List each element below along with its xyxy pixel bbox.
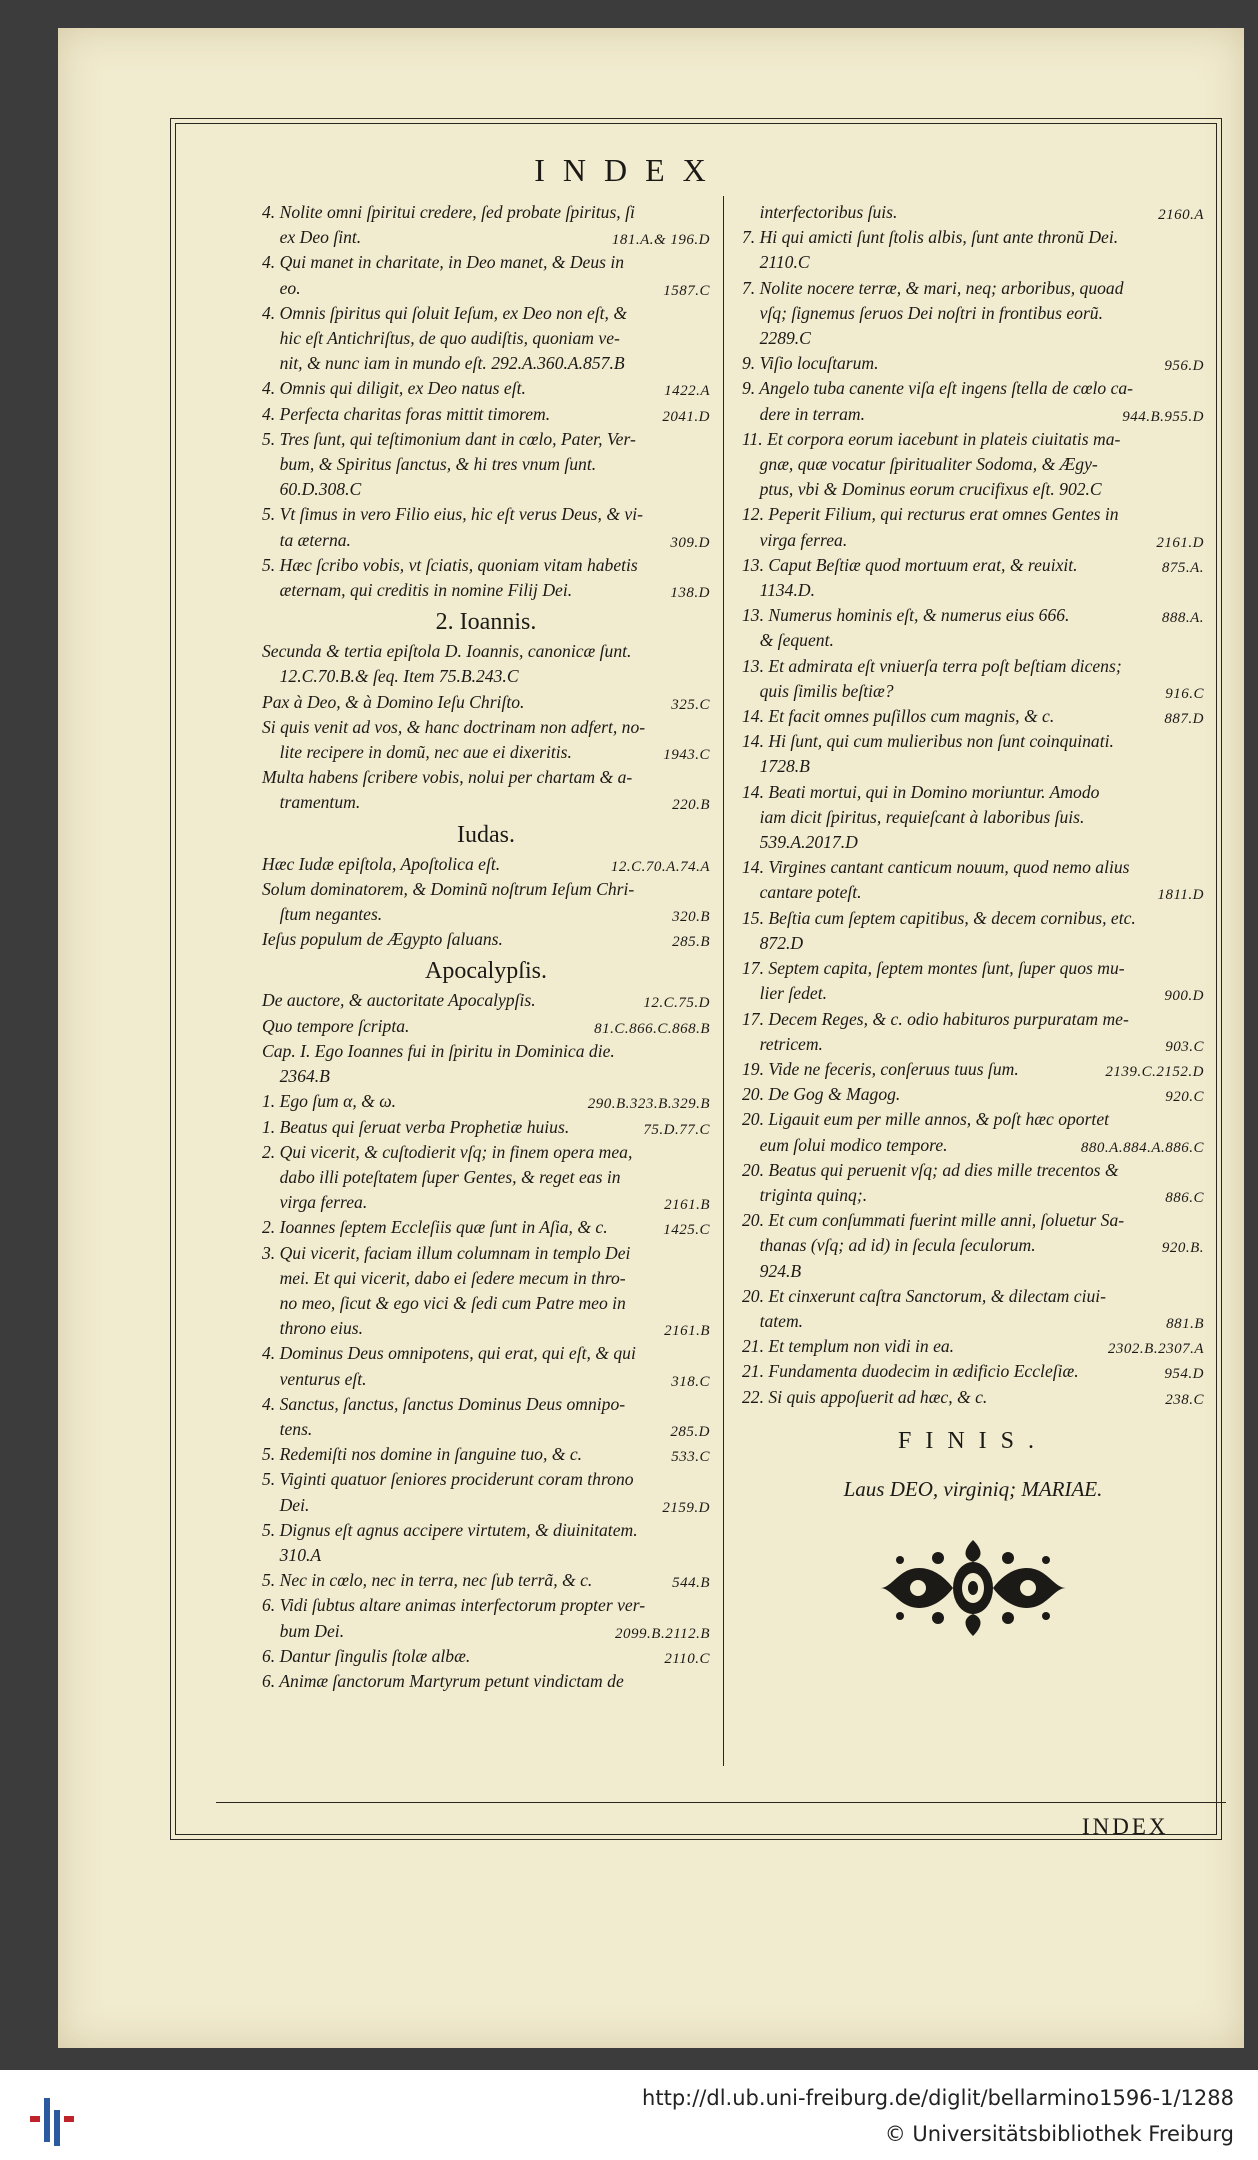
page-reference: 238.C bbox=[1165, 1391, 1204, 1408]
entry-text: 1728.B bbox=[742, 756, 810, 777]
page-reference: 944.B.955.D bbox=[1122, 408, 1204, 425]
entry-text: 15. Beſtia cum ſeptem capitibus, & decem cornibus, etc. bbox=[742, 907, 1136, 928]
page-reference: 1587.C bbox=[663, 282, 710, 299]
entry-text: 11. Et corpora eorum iacebunt in plateis ciuitatis ma- bbox=[742, 428, 1121, 449]
entry-text: 2110.C bbox=[742, 252, 810, 273]
entry-text: 13. Caput Beſtiæ quod mortuum erat, & reuixit. bbox=[742, 554, 1078, 575]
entry-text: tens. bbox=[262, 1418, 313, 1439]
page-reference: 2041.D bbox=[662, 408, 710, 425]
entry-text: 20. Ligauit eum per mille annos, & poſt hæc oportet bbox=[742, 1109, 1110, 1130]
entry-text: 539.A.2017.D bbox=[742, 832, 858, 853]
index-entry-line bbox=[262, 427, 710, 452]
entry-text: 12. Peperit Filium, qui recturus erat omnes Gentes in bbox=[742, 504, 1119, 525]
index-entry-line bbox=[262, 664, 710, 689]
entry-text: 9. Angelo tuba canente viſa eſt ingens ſtella de cœlo ca- bbox=[742, 378, 1134, 399]
page-reference: 886.C bbox=[1165, 1189, 1204, 1206]
entry-text: eo. bbox=[262, 277, 301, 298]
index-entry-line bbox=[262, 1669, 710, 1694]
index-entry-line bbox=[262, 1619, 710, 1644]
index-entry-line bbox=[262, 1014, 710, 1039]
page-reference: 12.C.70.A.74.A bbox=[610, 858, 710, 875]
index-entry-line bbox=[742, 1158, 1204, 1183]
entry-text: 14. Virgines cantant canticum nouum, quod nemo alius bbox=[742, 857, 1130, 878]
entry-text: retricem. bbox=[742, 1033, 823, 1054]
entry-text: vſq; ſignemus ſeruos Dei noſtri in frontibus eorũ. bbox=[742, 302, 1103, 323]
entry-text: 6. Dantur ſingulis ſtolæ albæ. bbox=[262, 1645, 471, 1666]
page-reference: 2161.D bbox=[1156, 534, 1204, 551]
entry-text: Cap. I. Ego Ioannes fui in ſpiritu in Dominica die. bbox=[262, 1040, 615, 1061]
index-entry-line bbox=[742, 477, 1204, 502]
index-entry-line bbox=[742, 830, 1204, 855]
page-reference: 880.A.884.A.886.C bbox=[1080, 1139, 1204, 1156]
entry-text: 2289.C bbox=[742, 328, 811, 349]
index-entry-line bbox=[262, 1543, 710, 1568]
index-entry-line bbox=[262, 578, 710, 603]
index-entry-line bbox=[262, 852, 710, 877]
entry-text: iam dicit ſpiritus, requieſcant à laboribus ſuis. bbox=[742, 806, 1085, 827]
index-entry-line bbox=[742, 654, 1204, 679]
entry-text: 20. Et cinxerunt caſtra Sanctorum, & dilectam ciui- bbox=[742, 1285, 1107, 1306]
index-entry-line bbox=[262, 477, 710, 502]
index-entry-line bbox=[742, 679, 1204, 704]
entry-text: virga ferrea. bbox=[742, 529, 848, 550]
index-entry-line bbox=[262, 301, 710, 326]
viewer-footer bbox=[0, 2070, 1258, 2160]
page-reference: 2160.A bbox=[1158, 207, 1204, 223]
index-entry-line bbox=[742, 427, 1204, 452]
entry-text: virga ferrea. bbox=[262, 1192, 368, 1213]
entry-text: tatem. bbox=[742, 1310, 804, 1331]
entry-text: thanas (vſq; ad id) in ſecula ſeculorum. bbox=[742, 1235, 1036, 1256]
index-entry-line bbox=[262, 715, 710, 740]
entry-text: 5. Vt ſimus in vero Filio eius, hic eſt verus Deus, & vi- bbox=[262, 504, 643, 525]
index-entry-line bbox=[262, 1493, 710, 1518]
index-entry-line bbox=[262, 1467, 710, 1492]
index-entry-line bbox=[742, 981, 1204, 1006]
entry-text: ta æterna. bbox=[262, 529, 351, 550]
page-reference: 887.D bbox=[1164, 711, 1204, 728]
index-entry-line bbox=[742, 1107, 1204, 1132]
right-column bbox=[742, 200, 1204, 1638]
index-entry-line bbox=[742, 906, 1204, 931]
entry-text: tramentum. bbox=[262, 792, 361, 813]
entry-text: De auctore, & auctoritate Apocalypſis. bbox=[262, 990, 536, 1011]
page-reference: 903.C bbox=[1165, 1038, 1204, 1055]
index-entry-line bbox=[742, 1259, 1204, 1284]
index-entry-line bbox=[742, 805, 1204, 830]
index-entry-line bbox=[262, 1417, 710, 1442]
entry-text: 924.B bbox=[742, 1260, 802, 1281]
entry-text: 21. Fundamenta duodecim in ædificio Eccleſiæ. bbox=[742, 1361, 1079, 1382]
index-entry-line bbox=[742, 1057, 1204, 1082]
index-entry-line bbox=[742, 250, 1204, 275]
index-entry-line bbox=[742, 200, 1204, 225]
index-entry-line bbox=[262, 1316, 710, 1341]
index-entry-line bbox=[262, 1115, 710, 1140]
section-heading: Apocalypſis. bbox=[425, 958, 547, 985]
page-reference: 956.D bbox=[1164, 358, 1204, 375]
index-entry-line bbox=[262, 1518, 710, 1543]
page-reference: 138.D bbox=[670, 585, 710, 602]
page-reference: 12.C.75.D bbox=[643, 995, 710, 1012]
index-entry-line bbox=[262, 452, 710, 477]
printers-ornament bbox=[878, 1538, 1068, 1638]
index-entry-line bbox=[742, 452, 1204, 477]
page-reference: 2139.C.2152.D bbox=[1105, 1063, 1204, 1080]
page-reference: 290.B.323.B.329.B bbox=[587, 1096, 710, 1113]
page-reference: 181.A.& 196.D bbox=[611, 232, 710, 249]
index-entry-line bbox=[262, 877, 710, 902]
index-entry-line bbox=[742, 1359, 1204, 1384]
index-entry-line bbox=[262, 639, 710, 664]
entry-text: 5. Redemiſti nos domine in ſanguine tuo, & c. bbox=[262, 1444, 583, 1465]
entry-text: ptus, vbi & Dominus eorum crucifixus eſt. 902.C bbox=[742, 479, 1102, 500]
page-reference: 325.C bbox=[671, 696, 710, 713]
entry-text: 6. Vidi ſubtus altare animas interfectorum propter ver- bbox=[262, 1595, 646, 1616]
page-reference: 75.D.77.C bbox=[643, 1121, 710, 1138]
index-entry-line bbox=[262, 376, 710, 401]
entry-text: 4. Perfecta charitas foras mittit timorem. bbox=[262, 403, 551, 424]
index-entry-line bbox=[262, 528, 710, 553]
index-entry-line bbox=[262, 790, 710, 815]
entry-text: 13. Et admirata eſt vniuerſa terra poſt beſtiam dicens; bbox=[742, 655, 1122, 676]
entry-text: 7. Nolite nocere terræ, & mari, neq; arboribus, quoad bbox=[742, 277, 1124, 298]
index-entry-line bbox=[742, 1309, 1204, 1334]
index-entry-line bbox=[262, 1190, 710, 1215]
entry-text: dere in terram. bbox=[742, 403, 865, 424]
index-entry-line bbox=[742, 225, 1204, 250]
index-entry-line bbox=[262, 1064, 710, 1089]
index-entry-line bbox=[262, 1367, 710, 1392]
index-entry-line bbox=[262, 1215, 710, 1240]
index-entry-line bbox=[262, 988, 710, 1013]
entry-text: 310.A bbox=[262, 1544, 322, 1565]
index-entry-line bbox=[262, 1644, 710, 1669]
entry-text: Hæc Iudæ epiſtola, Apoſtolica eſt. bbox=[262, 853, 501, 874]
index-entry-line bbox=[262, 1442, 710, 1467]
index-entry-line bbox=[262, 690, 710, 715]
entry-text: 4. Dominus Deus omnipotens, qui erat, qui eſt, & qui bbox=[262, 1343, 636, 1364]
entry-text: cantare poteſt. bbox=[742, 882, 862, 903]
library-logo-icon bbox=[30, 2088, 78, 2148]
index-entry-line bbox=[742, 553, 1204, 578]
index-entry-line bbox=[742, 528, 1204, 553]
entry-text: mei. Et qui vicerit, dabo ei ſedere mecum in thro- bbox=[262, 1267, 626, 1288]
entry-text: 20. Et cum conſummati fuerint mille anni, ſoluetur Sa- bbox=[742, 1210, 1125, 1231]
index-entry-line bbox=[742, 1385, 1204, 1410]
entry-text: Solum dominatorem, & Dominũ noſtrum Ieſum Chri- bbox=[262, 878, 635, 899]
index-entry-line bbox=[262, 765, 710, 790]
entry-text: eum ſolui modico tempore. bbox=[742, 1134, 948, 1155]
entry-text: 14. Hi ſunt, qui cum mulieribus non ſunt coinquinati. bbox=[742, 731, 1114, 752]
index-entry-line bbox=[262, 502, 710, 527]
entry-text: dabo illi poteſtatem ſuper Gentes, & reget eas in bbox=[262, 1166, 621, 1187]
page-reference: 2110.C bbox=[664, 1650, 710, 1667]
page-reference: 954.D bbox=[1164, 1366, 1204, 1383]
finis-text: FINIS. bbox=[897, 1427, 1048, 1454]
entry-text: 5. Tres ſunt, qui teſtimonium dant in cœlo, Pater, Ver- bbox=[262, 428, 636, 449]
entry-text: 872.D bbox=[742, 932, 804, 953]
entry-text: 1134.D. bbox=[742, 580, 815, 601]
index-entry-line bbox=[742, 1133, 1204, 1158]
index-entry-line bbox=[262, 402, 710, 427]
index-entry-line bbox=[262, 927, 710, 952]
index-entry-line bbox=[742, 1082, 1204, 1107]
index-entry-line bbox=[262, 351, 710, 376]
entry-text: 2364.B bbox=[262, 1066, 330, 1087]
index-entry-line bbox=[262, 1089, 710, 1114]
index-entry-line bbox=[742, 931, 1204, 956]
bottom-rule bbox=[216, 1802, 1226, 1803]
index-entry-line bbox=[262, 1392, 710, 1417]
index-entry-line bbox=[262, 553, 710, 578]
index-entry-line bbox=[262, 200, 710, 225]
index-entry-line bbox=[742, 376, 1204, 401]
index-entry-line bbox=[262, 1039, 710, 1064]
entry-text: 2. Qui vicerit, & cuſtodierit vſq; in finem opera mea, bbox=[262, 1141, 633, 1162]
entry-text: 4. Sanctus, ſanctus, ſanctus Dominus Deus omnipo- bbox=[262, 1393, 626, 1414]
entry-text: 7. Hi qui amicti ſunt ſtolis albis, ſunt ante thronũ Dei. bbox=[742, 227, 1119, 248]
index-entry-line bbox=[262, 1593, 710, 1618]
page-reference: 1811.D bbox=[1157, 887, 1204, 904]
page-reference: 2159.D bbox=[662, 1499, 710, 1516]
index-entry-line bbox=[262, 1241, 710, 1266]
entry-text: no meo, ſicut & ego vici & ſedi cum Patre meo in bbox=[262, 1292, 626, 1313]
entry-text: Si quis venit ad vos, & hanc doctrinam non adfert, no- bbox=[262, 716, 646, 737]
entry-text: bum Dei. bbox=[262, 1620, 345, 1641]
entry-text: Multa habens ſcribere vobis, nolui per chartam & a- bbox=[262, 767, 633, 788]
entry-text: 3. Qui vicerit, faciam illum columnam in templo Dei bbox=[262, 1242, 631, 1263]
page-reference: 285.D bbox=[670, 1423, 710, 1440]
copyright-notice: © Universitätsbibliothek Freiburg bbox=[884, 2122, 1234, 2146]
entry-text: throno eius. bbox=[262, 1318, 364, 1339]
entry-text: Secunda & tertia epiſtola D. Ioannis, canonicæ ſunt. bbox=[262, 641, 632, 662]
page-reference: 916.C bbox=[1165, 685, 1204, 702]
index-entry-line bbox=[742, 1233, 1204, 1258]
entry-text: 13. Numerus hominis eſt, & numerus eius 666. bbox=[742, 605, 1070, 626]
entry-text: 4. Omnis qui diligit, ex Deo natus eſt. bbox=[262, 378, 526, 399]
page-reference: 2302.B.2307.A bbox=[1107, 1341, 1204, 1358]
entry-text: Pax à Deo, & à Domino Ieſu Chriſto. bbox=[262, 691, 525, 712]
entry-text: Quo tempore ſcripta. bbox=[262, 1015, 410, 1036]
index-entry-line bbox=[262, 740, 710, 765]
page-reference: 318.C bbox=[671, 1373, 710, 1390]
entry-text: 20. De Gog & Magog. bbox=[742, 1084, 901, 1105]
page-reference: 81.C.866.C.868.B bbox=[594, 1020, 710, 1037]
index-entry-line bbox=[262, 1165, 710, 1190]
page-reference: 544.B bbox=[672, 1575, 710, 1592]
entry-text: 6. Animæ ſanctorum Martyrum petunt vindictam de bbox=[262, 1670, 624, 1691]
index-entry-line bbox=[742, 326, 1204, 351]
index-entry-line bbox=[742, 1183, 1204, 1208]
left-column bbox=[262, 200, 710, 1694]
entry-text: Dei. bbox=[262, 1494, 310, 1515]
entry-text: interfectoribus ſuis. bbox=[742, 202, 898, 222]
entry-text: 1. Ego ſum α, & ω. bbox=[262, 1091, 397, 1112]
section-heading: Iudas. bbox=[457, 821, 515, 848]
right-column-entries bbox=[742, 200, 1204, 1410]
index-entry-line bbox=[262, 250, 710, 275]
entry-text: 17. Septem capita, ſeptem montes ſunt, ſuper quos mu- bbox=[742, 958, 1125, 979]
page-reference: 1425.C bbox=[663, 1222, 710, 1239]
entry-text: triginta quinq;. bbox=[742, 1184, 868, 1205]
page-reference: 309.D bbox=[670, 534, 710, 551]
entry-text: ſtum negantes. bbox=[262, 904, 383, 925]
index-entry-line bbox=[742, 1007, 1204, 1032]
index-entry-line bbox=[262, 1291, 710, 1316]
entry-text: bum, & Spiritus ſanctus, & hi tres vnum ſunt. bbox=[262, 454, 597, 475]
entry-text: hic eſt Antichriſtus, de quo audiſtis, quoniam ve- bbox=[262, 328, 620, 349]
entry-text: & ſequent. bbox=[742, 630, 834, 651]
entry-text: 60.D.308.C bbox=[262, 479, 362, 500]
index-entry-line bbox=[742, 880, 1204, 905]
page-reference: 2161.B bbox=[664, 1323, 710, 1340]
index-entry-line bbox=[742, 502, 1204, 527]
entry-text: 5. Hæc ſcribo vobis, vt ſciatis, quoniam vitam habetis bbox=[262, 554, 638, 575]
entry-text: lier ſedet. bbox=[742, 983, 828, 1004]
index-entry-line bbox=[742, 301, 1204, 326]
entry-text: 20. Beatus qui peruenit vſq; ad dies mille trecentos & bbox=[742, 1159, 1119, 1180]
entry-text: 12.C.70.B.& ſeq. Item 75.B.243.C bbox=[262, 666, 519, 687]
entry-text: 4. Omnis ſpiritus qui ſoluit Ieſum, ex Deo non eſt, & bbox=[262, 302, 628, 323]
entry-text: 14. Et facit omnes puſillos cum magnis, & c. bbox=[742, 706, 1055, 727]
index-entry-line bbox=[742, 628, 1204, 653]
entry-text: 5. Dignus eſt agnus accipere virtutem, & diuinitatem. bbox=[262, 1519, 638, 1540]
page-reference: 920.C bbox=[1165, 1089, 1204, 1106]
entry-text: ex Deo ſint. bbox=[262, 227, 362, 248]
index-entry-line bbox=[742, 780, 1204, 805]
page-reference: 1943.C bbox=[663, 747, 710, 764]
index-entry-line bbox=[742, 855, 1204, 880]
index-entry-line bbox=[262, 276, 710, 301]
index-entry-line bbox=[262, 1266, 710, 1291]
entry-text: 2. Ioannes ſeptem Eccleſiis quæ ſunt in Aſia, & c. bbox=[262, 1217, 608, 1238]
entry-text: 9. Viſio locuſtarum. bbox=[742, 353, 879, 374]
entry-text: 19. Vide ne feceris, conſeruus tuus ſum. bbox=[742, 1058, 1019, 1079]
index-entry-line bbox=[262, 1341, 710, 1366]
entry-text: 17. Decem Reges, & c. odio habituros purpuratam me- bbox=[742, 1008, 1129, 1029]
entry-text: 22. Si quis appoſuerit ad hæc, & c. bbox=[742, 1386, 988, 1407]
page-reference: 220.B bbox=[672, 797, 710, 814]
page-reference: 875.A. bbox=[1161, 559, 1204, 576]
index-entry-line bbox=[742, 1334, 1204, 1359]
page-reference: 881.B bbox=[1166, 1315, 1204, 1332]
entry-text: æternam, qui creditis in nomine Filij Dei. bbox=[262, 580, 573, 601]
index-entry-line bbox=[742, 603, 1204, 628]
index-entry-line bbox=[262, 902, 710, 927]
index-entry-line bbox=[742, 402, 1204, 427]
page-reference: 320.B bbox=[672, 909, 710, 926]
entry-text: 5. Viginti quatuor ſeniores prociderunt coram throno bbox=[262, 1469, 634, 1490]
page-reference: 1422.A bbox=[664, 383, 710, 400]
entry-text: quis ſimilis beſtiæ? bbox=[742, 680, 894, 701]
laus-deo-text: Laus DEO, virginiq; MARIAE. bbox=[843, 1476, 1103, 1501]
entry-text: nit, & nunc iam in mundo eſt. 292.A.360.A.857.B bbox=[262, 353, 625, 374]
index-entry-line bbox=[742, 1208, 1204, 1233]
section-heading: 2. Ioannis. bbox=[435, 609, 537, 636]
index-entry-line bbox=[262, 225, 710, 250]
source-url[interactable]: http://dl.ub.uni-freiburg.de/diglit/bellarmino1596-1/1288 bbox=[642, 2086, 1234, 2110]
entry-text: 1. Beatus qui ſeruat verba Prophetiæ huius. bbox=[262, 1116, 570, 1137]
entry-text: 5. Nec in cœlo, nec in terra, nec ſub terrã, & c. bbox=[262, 1570, 593, 1591]
entry-text: 4. Nolite omni ſpiritui credere, ſed probate ſpiritus, ſi bbox=[262, 202, 635, 222]
entry-text: gnæ, quæ vocatur ſpiritualiter Sodoma, & Ægy- bbox=[742, 454, 1098, 475]
entry-text: 4. Qui manet in charitate, in Deo manet, & Deus in bbox=[262, 252, 625, 273]
entry-text: 21. Et templum non vidi in ea. bbox=[742, 1336, 955, 1357]
catchword: INDEX bbox=[1082, 1814, 1169, 1839]
entry-text: lite recipere in domũ, nec aue ei dixeritis. bbox=[262, 742, 572, 763]
index-entry-line bbox=[742, 1032, 1204, 1057]
index-entry-line bbox=[742, 578, 1204, 603]
entry-text: Ieſus populum de Ægypto ſaluans. bbox=[262, 929, 503, 950]
page-reference: 888.A. bbox=[1161, 610, 1204, 627]
index-entry-line bbox=[262, 1568, 710, 1593]
index-entry-line bbox=[262, 1140, 710, 1165]
entry-text: 14. Beati mortui, qui in Domino moriuntur. Amodo bbox=[742, 781, 1100, 802]
page-reference: 285.B bbox=[672, 934, 710, 951]
index-entry-line bbox=[742, 351, 1204, 376]
index-entry-line bbox=[742, 1284, 1204, 1309]
index-entry-line bbox=[742, 729, 1204, 754]
index-entry-line bbox=[742, 276, 1204, 301]
page-reference: 533.C bbox=[671, 1449, 710, 1466]
page-reference: 920.B. bbox=[1161, 1240, 1204, 1257]
page-reference: 900.D bbox=[1164, 988, 1204, 1005]
entry-text: venturus eſt. bbox=[262, 1368, 367, 1389]
page-reference: 2161.B bbox=[664, 1197, 710, 1214]
page-reference: 2099.B.2112.B bbox=[615, 1625, 710, 1642]
index-entry-line bbox=[742, 754, 1204, 779]
index-entry-line bbox=[742, 956, 1204, 981]
column-divider bbox=[723, 196, 724, 1766]
running-head: INDEX bbox=[534, 152, 724, 188]
index-entry-line bbox=[742, 704, 1204, 729]
index-entry-line bbox=[262, 326, 710, 351]
